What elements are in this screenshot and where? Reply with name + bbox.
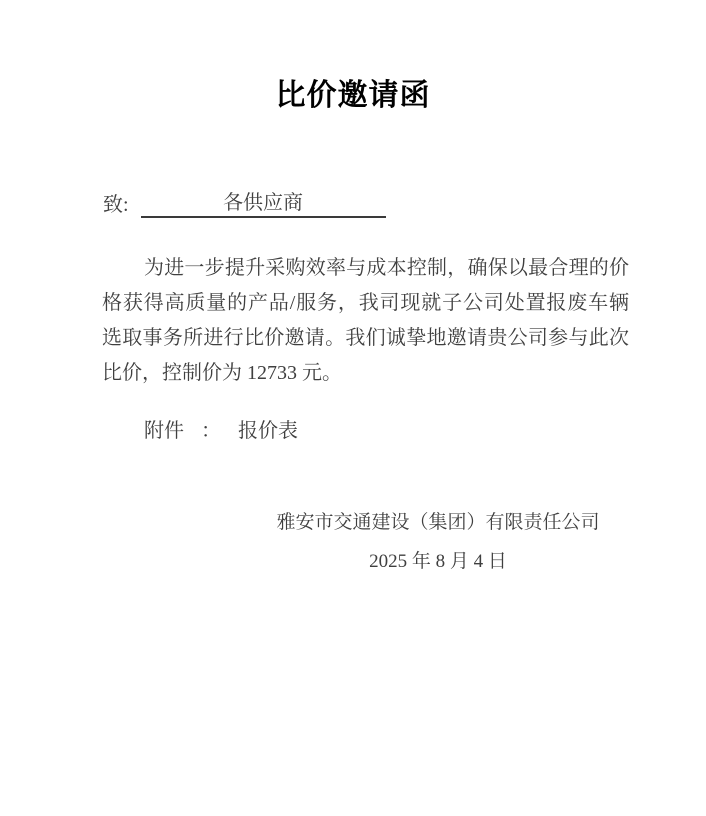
signature-block bbox=[0, 503, 706, 581]
body-line: 选取事务所进行比价邀请。我们诚挚地邀请贵公司参与此次 bbox=[102, 327, 629, 349]
recipient-line bbox=[103, 191, 706, 218]
recipient-field: 各供应商 bbox=[141, 191, 386, 218]
body-line: 为进一步提升采购效率与成本控制，确保以最合理的价 bbox=[144, 257, 629, 279]
body-paragraph bbox=[102, 251, 629, 391]
signature-company: 雅安市交通建设（集团）有限责任公司 bbox=[276, 512, 600, 533]
recipient-label: 致: bbox=[103, 194, 129, 216]
signature-date: 2025 年 8 月 4 日 bbox=[369, 551, 507, 572]
body-line: 比价，控制价为 12733 元。 bbox=[102, 362, 342, 384]
body-line: 格获得高质量的产品/服务，我司现就子公司处置报废车辆 bbox=[102, 292, 629, 314]
attachment-line: 附件 ： 报价表 bbox=[144, 420, 298, 442]
page-title: 比价邀请函 bbox=[275, 79, 431, 112]
